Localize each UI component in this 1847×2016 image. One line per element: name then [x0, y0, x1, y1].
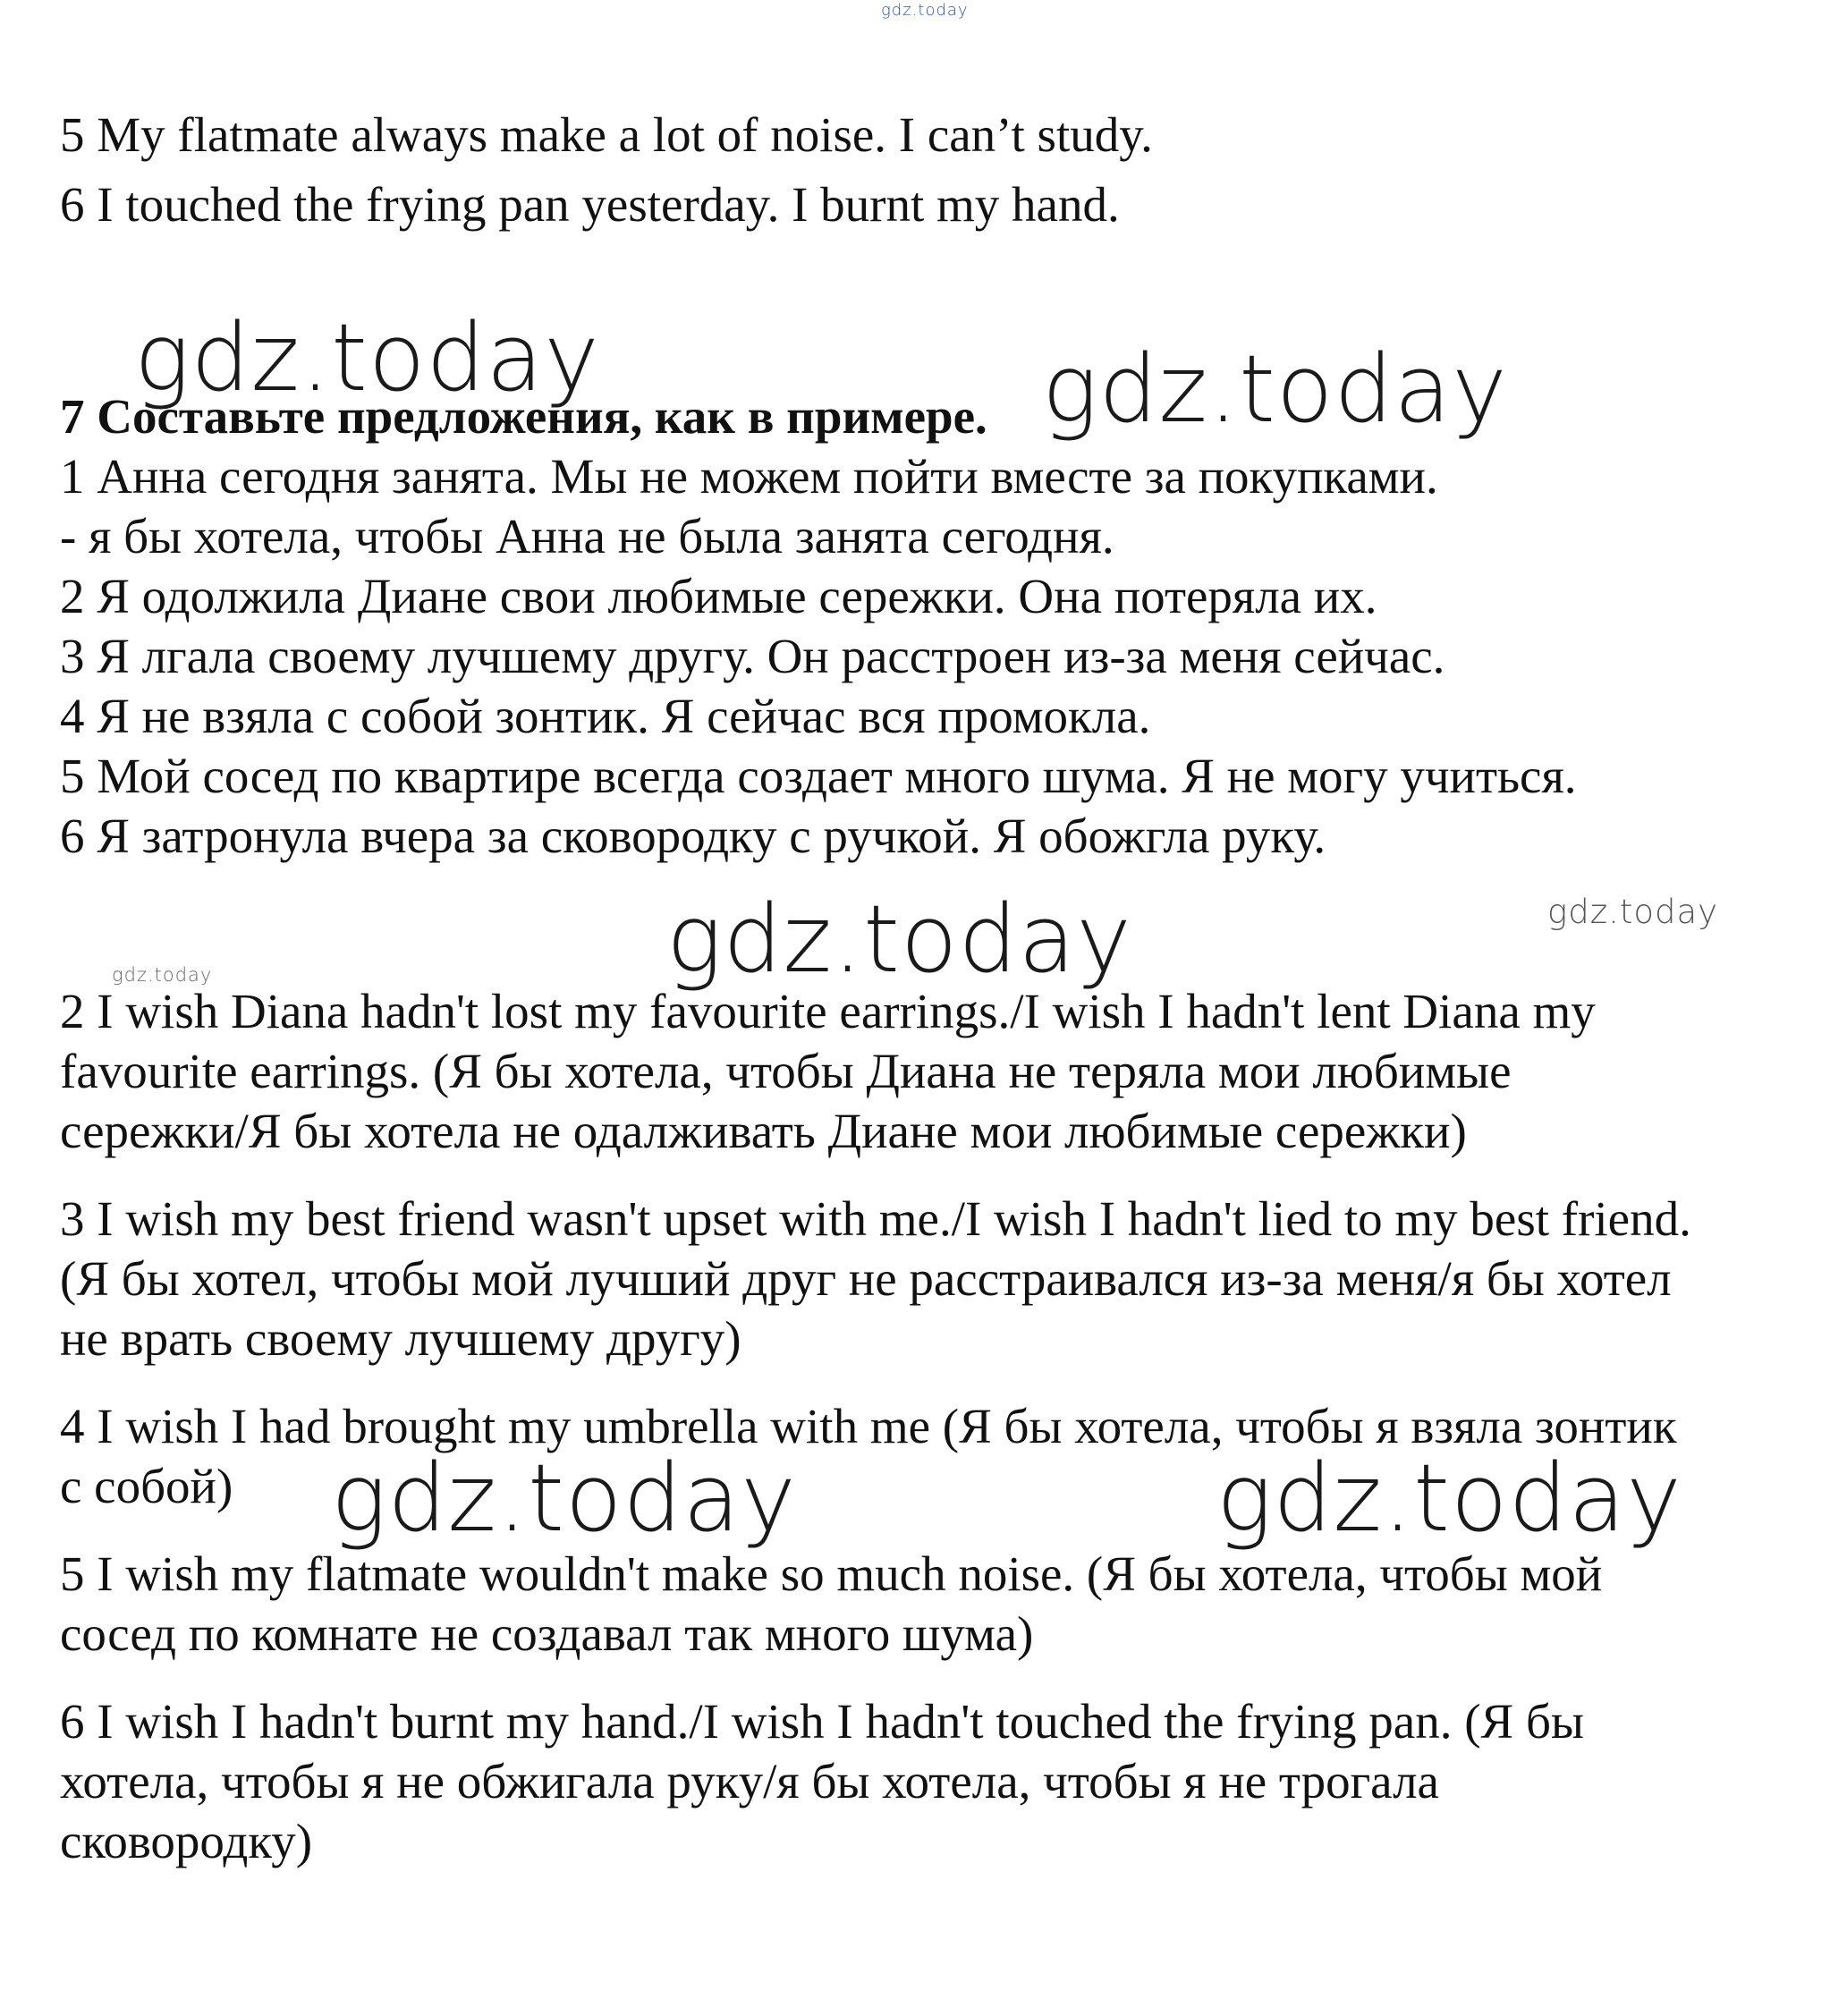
answer-line: с собой) — [60, 1459, 233, 1513]
watermark: gdz.today — [1547, 893, 1719, 931]
answer-line: сережки/Я бы хотела не одалживать Диане мои любимые сережки) — [60, 1104, 1467, 1158]
exercise-item: 3 Я лгала своему лучшему другу. Он расстроен из-за меня сейчас. — [60, 629, 1445, 683]
answer-line: 2 I wish Diana hadn't lost my favourite earrings./I wish I hadn't lent Diana my — [60, 984, 1596, 1038]
watermark: gdz.today — [134, 303, 600, 412]
exercise-item: 2 Я одолжила Диане свои любимые сережки. Она потеряла их. — [60, 569, 1377, 623]
previous-item: 6 I touched the frying pan yesterday. I burnt my hand. — [60, 177, 1120, 232]
watermark: gdz.today — [112, 964, 213, 986]
answer-line: хотела, чтобы я не обжигала руку/я бы хотела, чтобы я не трогала — [60, 1754, 1439, 1808]
answer-line: 4 I wish I had brought my umbrella with me (Я бы хотела, чтобы я взяла зонтик — [60, 1399, 1677, 1453]
exercise-item: 5 Мой сосед по квартире всегда создает много шума. Я не могу учиться. — [60, 749, 1577, 803]
watermark-top: gdz.today — [881, 1, 969, 20]
watermark: gdz.today — [1216, 1444, 1682, 1553]
answer-line: (Я бы хотел, чтобы мой лучший друг не расстраивался из-за меня/я бы хотел — [60, 1251, 1672, 1306]
answer-line: 5 I wish my flatmate wouldn't make so much noise. (Я бы хотела, чтобы мой — [60, 1546, 1603, 1601]
watermark: gdz.today — [331, 1444, 797, 1553]
watermark: gdz.today — [1042, 335, 1508, 444]
answer-line: 3 I wish my best friend wasn't upset with me./I wish I hadn't lied to my best friend. — [60, 1191, 1691, 1246]
previous-item: 5 My flatmate always make a lot of noise. I can’t study. — [60, 107, 1153, 162]
exercise-item: 6 Я затронула вчера за сковородку с ручкой. Я обожгла руку. — [60, 809, 1326, 863]
exercise-item: - я бы хотела, чтобы Анна не была занята сегодня. — [60, 509, 1114, 563]
exercise-item: 4 Я не взяла с собой зонтик. Я сейчас вся промокла. — [60, 689, 1151, 743]
answer-line: не врать своему лучшему другу) — [60, 1311, 741, 1366]
watermark: gdz.today — [666, 885, 1132, 994]
exercise-heading: 7 Составьте предложения, как в примере. — [60, 389, 987, 444]
answer-line: сосед по комнате не создавал так много шума) — [60, 1606, 1034, 1661]
exercise-item: 1 Анна сегодня занята. Мы не можем пойти вместе за покупками. — [60, 449, 1438, 504]
answer-line: favourite earrings. (Я бы хотела, чтобы Диана не теряла мои любимые — [60, 1044, 1512, 1098]
answer-line: сковородку) — [60, 1814, 313, 1868]
answer-line: 6 I wish I hadn't burnt my hand./I wish I hadn't touched the frying pan. (Я бы — [60, 1694, 1584, 1749]
